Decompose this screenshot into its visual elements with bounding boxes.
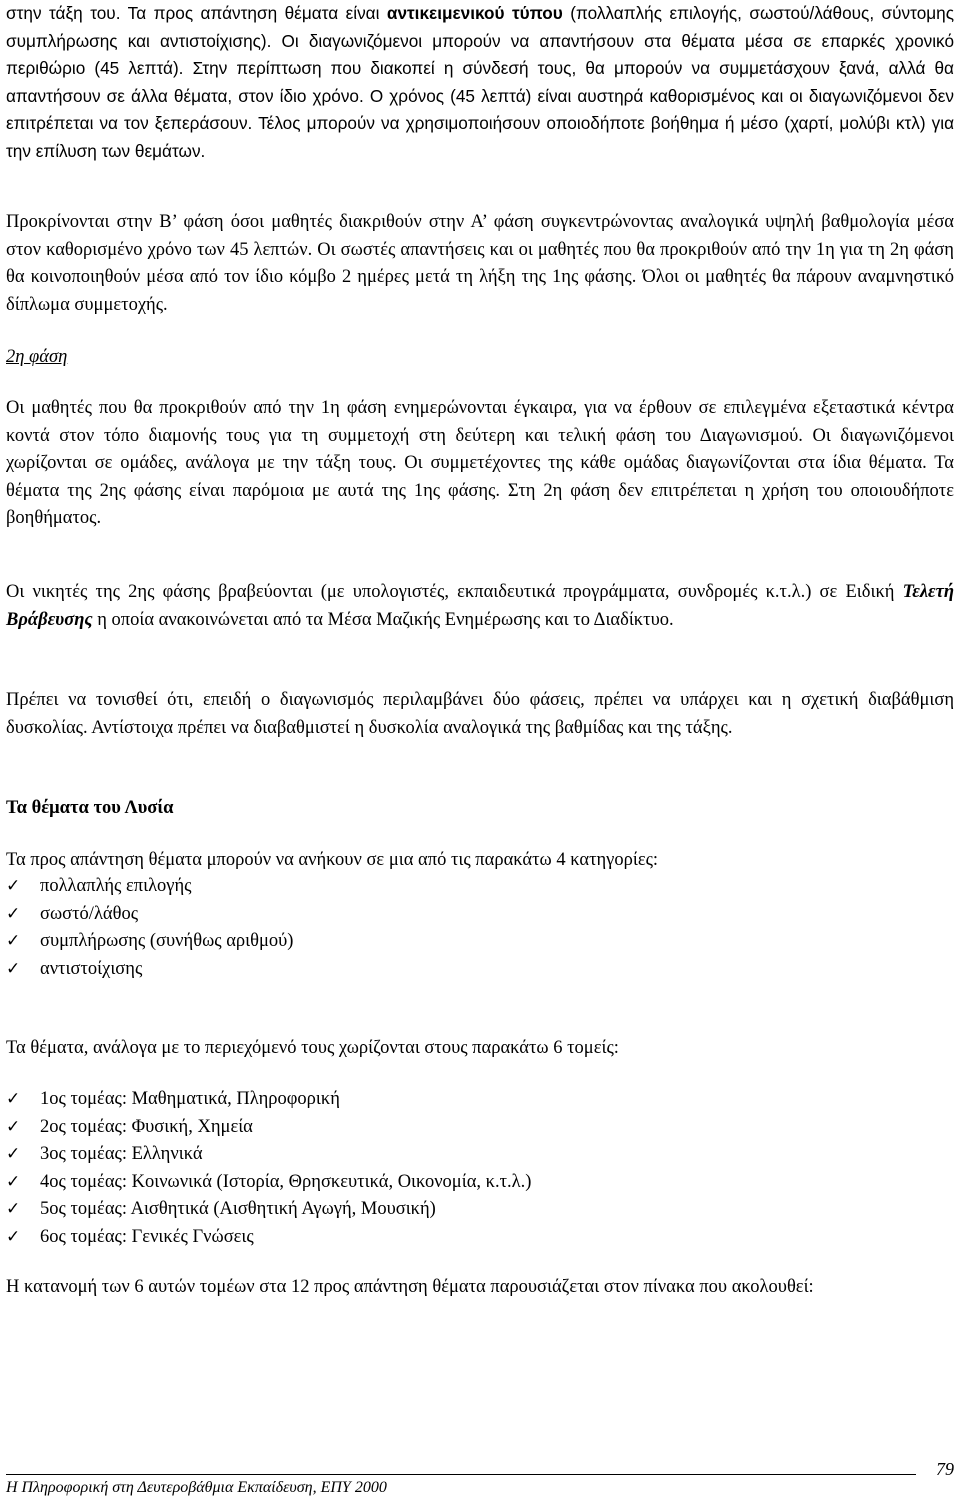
phase2-paragraph: Οι μαθητές που θα προκριθούν από την 1η φάση ενημερώνονται έγκαιρα, για να έρθουν σε επιλεγμένα εξεταστικά κέντρα κοντά στον τόπο διαμονής τους για τη συμμετοχή στη δεύτερη και τελική φάση του Διαγωνισμού. Οι διαγωνιζόμενοι χωρίζονται σε ομάδες, ανάλογα με την τάξη τους. Οι συμμετέχοντες της κάθε ομάδας διαγωνίζονται στα ίδια θέματα. Τα θέματα της 2ης φάσης είναι παρόμοια με αυτά της 1ης φάσης. Στη 2η φάση δεν επιτρέπεται η χρήση του οποιουδήποτε βοηθήματος. <box>6 398 954 529</box>
difficulty-paragraph: Πρέπει να τονισθεί ότι, επειδή ο διαγωνισμός περιλαμβάνει δύο φάσεις, πρέπει να υπάρχει και η σχετική διαβάθμιση δυσκολίας. Αντίστοιχα πρέπει να διαβαθμιστεί η δυσκολία αναλογικά της βαθμίδας και της τάξης. <box>6 690 954 738</box>
check-icon: ✓ <box>6 1089 21 1109</box>
sectors-list <box>6 1086 531 1252</box>
intro-text-c: (πολλαπλής επιλογής, σωστού/λάθους, σύντομης συμπλήρωσης και αντιστοίχισης). Οι διαγωνιζόμενοι μπορούν να απαντήσουν στα θέματα μέσα σε επαρκές χρονικό περιθώριο (45 λεπτά). Στην περίπτωση που διακοπεί η σύνδεσή τους, θα μπορούν να συμμετάσχουν ξανά, αλλά θα απαντήσουν σε άλλα θέματα, στον ίδιο χρόνο. Ο χρόνος (45 λεπτά) είναι αυστηρά καθορισμένος και οι διαγωνιζόμενοι δεν επιτρέπεται να τον ξεπεράσουν. <box>6 3 955 134</box>
intro-text-d: Τέλος μπορούν να χρησιμοποιήσουν οποιοδήποτε βοήθημα ή μέσο (χαρτί, μολύβι κτλ) για την επίλυση των θεμάτων. <box>6 113 955 161</box>
topics-heading: Τα θέματα του Λυσία <box>6 798 174 818</box>
page-number: 79 <box>936 1459 954 1479</box>
categories-intro: Τα προς απάντηση θέματα μπορούν να ανήκουν σε μια από τις παρακάτω 4 κατηγορίες: <box>6 850 659 870</box>
list-item: ✓ συμπλήρωσης (συνήθως αριθμού) <box>6 928 293 956</box>
check-icon: ✓ <box>6 1144 21 1165</box>
list-item: ✓ πολλαπλής επιλογής <box>6 873 293 901</box>
intro-text-a: στην τάξη του. <box>6 3 128 23</box>
intro-text-b: Τα προς απάντηση θέματα είναι <box>127 3 387 23</box>
check-icon: ✓ <box>6 1199 21 1220</box>
check-icon: ✓ <box>6 1171 21 1192</box>
list-item: ✓ 6ος τομέας: Γενικές Γνώσεις <box>6 1224 531 1252</box>
check-icon: ✓ <box>6 931 21 952</box>
intro-paragraph <box>6 0 954 166</box>
phase2-heading: 2η φάση <box>6 347 68 367</box>
list-item: ✓ 2ος τομέας: Φυσική, Χημεία <box>6 1114 531 1142</box>
list-item: ✓ σωστό/λάθος <box>6 901 293 929</box>
prequalification-paragraph: Προκρίνονται στην Β’ φάση όσοι μαθητές διακριθούν στην Α’ φάση συγκεντρώνοντας αναλογικά υψηλή βαθμολογία μέσα στον καθορισμένο χρόνο των 45 λεπτών. Οι σωστές απαντήσεις και οι μαθητές που θα προκριθούν από την 1η για τη 2η φάση θα κοινοποιηθούν μέσα από τον ίδιο κόμβο 2 ημέρες μετά τη λήξη της 1ης φάσης. Όλοι οι μαθητές θα πάρουν αναμνηστικό δίπλωμα συμμετοχής. <box>6 212 954 315</box>
list-item: ✓ 5ος τομέας: Αισθητικά (Αισθητική Αγωγή, Μουσική) <box>6 1196 531 1224</box>
awards-ceremony-term: Τελετή Βράβευσης <box>6 582 954 630</box>
awards-text-a: Οι νικητές της 2ης φάσης βραβεύονται (με υπολογιστές, εκπαιδευτικά προγράμματα, συνδρομές κ.τ.λ.) σε Ειδική <box>6 582 903 602</box>
intro-bold-term: αντικειμενικού τύπου <box>386 3 563 23</box>
distribution-paragraph: Η κατανομή των 6 αυτών τομέων στα 12 προς απάντηση θέματα παρουσιάζεται στον πίνακα που ακολουθεί: <box>6 1277 814 1297</box>
footer-text: Η Πληροφορική στη Δευτεροβάθμια Εκπαίδευση, ΕΠΥ 2000 <box>6 1479 387 1496</box>
footer-divider <box>6 1474 916 1475</box>
list-item: ✓ αντιστοίχισης <box>6 956 293 984</box>
sectors-intro: Τα θέματα, ανάλογα με το περιεχόμενό τους χωρίζονται στους παρακάτω 6 τομείς: <box>6 1038 619 1058</box>
awards-text-b: η οποία ανακοινώνεται από τα Μέσα Μαζικής Ενημέρωσης και το Διαδίκτυο. <box>92 609 674 630</box>
check-icon: ✓ <box>6 958 21 979</box>
awards-paragraph <box>6 579 954 634</box>
check-icon: ✓ <box>6 1226 21 1247</box>
check-icon: ✓ <box>6 1116 21 1137</box>
list-item: ✓ 1ος τομέας: Μαθηματικά, Πληροφορική <box>6 1086 531 1114</box>
list-item: ✓ 3ος τομέας: Ελληνικά <box>6 1141 531 1169</box>
categories-list <box>6 873 293 983</box>
check-icon: ✓ <box>6 903 21 924</box>
list-item: ✓ 4ος τομέας: Κοινωνικά (Ιστορία, Θρησκευτικά, Οικονομία, κ.τ.λ.) <box>6 1169 531 1197</box>
check-icon: ✓ <box>6 876 21 896</box>
